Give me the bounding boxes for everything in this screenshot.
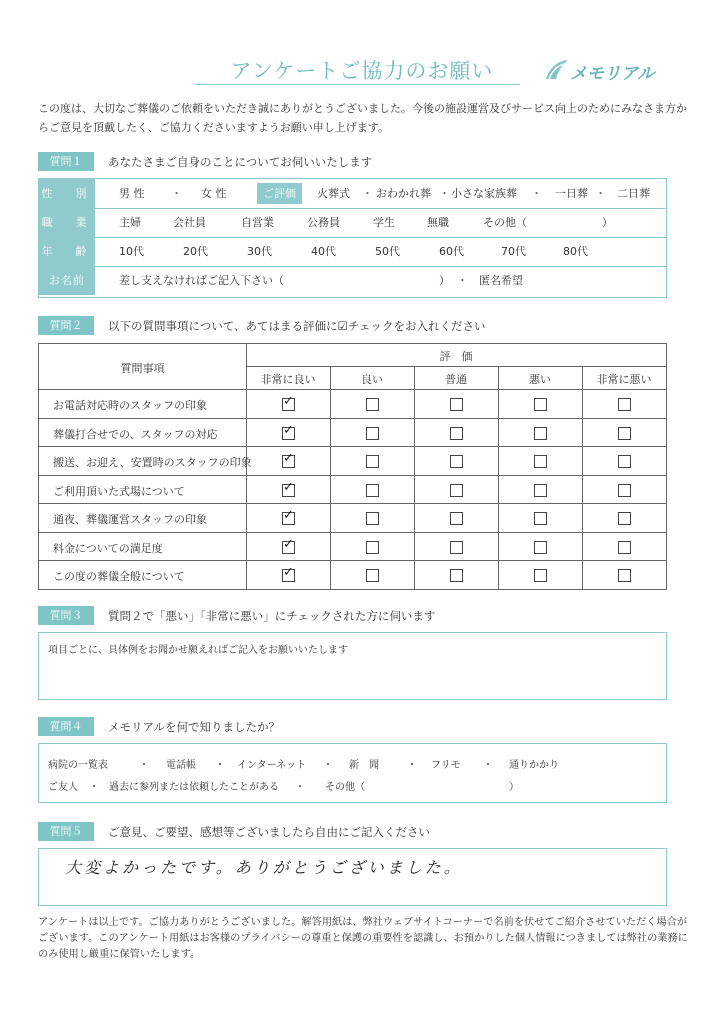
gender-label: 性 別: [39, 179, 95, 208]
rating-header: 普通: [445, 373, 467, 386]
rating-checkbox[interactable]: [366, 541, 379, 554]
grid-divider: [498, 366, 499, 589]
rating-checkbox[interactable]: [534, 512, 547, 525]
rating-checkbox[interactable]: [366, 569, 379, 582]
rating-checkbox[interactable]: [618, 398, 631, 411]
rating-checkbox[interactable]: [366, 484, 379, 497]
footer-note: アンケートは以上です。ご協力ありがとうございました。解答用紙は、弊社ウェブサイトコーナーで名前を伏せてご紹介させていただく場合がございます。このアンケート用紙はお客様のプライバシーの尊重と保護の重要性を認識し、お預かりした個人情報につきましては弊社の業務にのみ使用し厳重に保管いたします。: [38, 917, 688, 960]
q3-tab: 質問３: [38, 606, 94, 625]
rating-header: 悪い: [529, 373, 551, 386]
rating-checkbox[interactable]: [282, 422, 295, 440]
rating-checkbox[interactable]: [450, 427, 463, 440]
separator: ・: [295, 782, 305, 793]
rating-checkbox[interactable]: [618, 541, 631, 554]
check-mark-icon: ✓: [283, 394, 294, 409]
q5-tab: 質問５: [38, 822, 94, 841]
q3-question: 質問２で「悪い」「非常に悪い」にチェックされた方に伺います: [108, 609, 436, 623]
q2-question: 以下の質問事項について、あてはまる評価に☑チェックをお入れください: [108, 319, 486, 333]
rating-checkbox[interactable]: [282, 451, 295, 468]
grid-divider: [39, 418, 666, 419]
funeral-option[interactable]: 二日葬: [617, 187, 650, 200]
grid-divider: [39, 560, 666, 561]
job-option[interactable]: 主婦: [119, 216, 141, 229]
intro-text: この度は、大切なご葬儀のご依頼をいただき誠にありがとうございました。今後の施設運営及びサービス向上のためにみなさま方からご意見を頂戴したく、ご協力くださいますようお願い申し上げます。: [38, 102, 687, 134]
rating-header: 良い: [361, 373, 383, 386]
q5-answer-box[interactable]: [38, 848, 667, 906]
separator: ・: [139, 760, 149, 771]
q4-question: メモリアルを何で知りましたか？: [108, 720, 281, 734]
age-option[interactable]: 10代: [119, 245, 144, 258]
rating-checkbox[interactable]: [366, 512, 379, 525]
job-label: 職 業: [39, 208, 95, 237]
question-item-label: 通夜、葬儀運営スタッフの印象: [53, 513, 207, 527]
check-mark-icon: ✓: [283, 479, 294, 495]
funeral-option[interactable]: 火葬式: [317, 187, 350, 200]
rating-header: 非常に良い: [260, 373, 316, 386]
grid-divider: [582, 366, 583, 589]
separator: ・: [595, 187, 606, 200]
grid-divider: [39, 475, 666, 476]
separator: ・: [439, 187, 450, 200]
q1-table: [38, 178, 667, 298]
question-item-label: お電話対応時のスタッフの印象: [53, 399, 207, 412]
job-option[interactable]: 無職: [427, 216, 449, 229]
age-option[interactable]: 40代: [311, 245, 336, 258]
age-option[interactable]: 70代: [501, 245, 526, 258]
rating-checkbox[interactable]: [618, 455, 631, 468]
age-option[interactable]: 50代: [375, 245, 400, 258]
name-instruction: 差し支えなければご記入下さい（: [119, 274, 284, 287]
company-logo: [544, 57, 664, 83]
funeral-option[interactable]: 一日葬: [555, 187, 588, 200]
gender-option-male[interactable]: 男 性: [119, 187, 145, 200]
anonymous-option[interactable]: 匿名希望: [479, 274, 523, 287]
question-item-label: 料金についての満足度: [53, 541, 163, 555]
rating-checkbox[interactable]: [366, 398, 379, 411]
question-item-label: 葬儀打合せでの、スタッフの対応: [53, 427, 218, 441]
separator: ・: [362, 187, 373, 200]
logo-text: メモリアル: [570, 64, 655, 84]
job-row: [39, 208, 666, 238]
grid-divider: [414, 366, 415, 589]
rating-checkbox[interactable]: [450, 541, 463, 554]
leaf-logo-icon: [544, 57, 570, 83]
rating-checkbox[interactable]: [282, 508, 295, 525]
q1-tab: 質問１: [38, 152, 94, 171]
job-option[interactable]: 会社員: [173, 216, 206, 229]
rating-checkbox[interactable]: [534, 427, 547, 440]
separator: ・: [171, 187, 182, 200]
rating-header: 非常に悪い: [596, 373, 652, 386]
source-option[interactable]: インターネット: [237, 760, 307, 771]
rating-checkbox[interactable]: [450, 569, 463, 582]
separator: ・: [407, 760, 417, 771]
check-mark-icon: ✓: [283, 451, 294, 467]
job-option[interactable]: 自営業: [241, 216, 274, 229]
rating-checkbox[interactable]: [534, 541, 547, 554]
source-option-other[interactable]: その他（: [325, 782, 365, 793]
job-option-other[interactable]: その他（: [483, 216, 527, 229]
check-mark-icon: ✓: [283, 536, 294, 552]
separator: ・: [89, 782, 99, 793]
rating-checkbox[interactable]: [618, 569, 631, 582]
evaluation-table: [38, 343, 667, 590]
gender-option-female[interactable]: 女 性: [201, 187, 227, 200]
separator: ・: [457, 274, 468, 287]
check-mark-icon: ✓: [283, 508, 294, 524]
check-mark-icon: ✓: [283, 565, 294, 581]
question-item-label: ご利用頂いた式場について: [53, 484, 185, 498]
rating-checkbox[interactable]: [282, 479, 295, 497]
rating-checkbox[interactable]: [534, 398, 547, 411]
grid-divider: [330, 366, 331, 589]
rating-checkbox[interactable]: [450, 484, 463, 497]
question-item-label: 搬送、お迎え、安置時のスタッフの印象: [53, 456, 252, 470]
grid-divider: [39, 503, 666, 504]
q4-options-box: [38, 743, 667, 803]
source-option[interactable]: 病院の一覧表: [48, 760, 108, 771]
job-option[interactable]: 公務員: [307, 216, 340, 229]
q2-tab: 質問２: [38, 316, 94, 335]
q3-answer-box[interactable]: [38, 632, 667, 700]
q3-instruction: 項目ごとに、具体例をお聞かせ願えればご記入をお願いいたします: [48, 645, 348, 656]
rating-checkbox[interactable]: [618, 484, 631, 497]
rating-checkbox[interactable]: [282, 536, 295, 554]
column-header-eval: 評 価: [439, 350, 473, 363]
rating-checkbox[interactable]: [534, 455, 547, 468]
age-option[interactable]: 80代: [563, 245, 588, 258]
funeral-option[interactable]: 小さな家族葬: [451, 187, 517, 200]
rating-checkbox[interactable]: [450, 512, 463, 525]
separator: ・: [531, 187, 542, 200]
rating-checkbox[interactable]: [450, 398, 463, 411]
age-option[interactable]: 20代: [183, 245, 208, 258]
age-label: 年 齢: [39, 237, 95, 266]
gender-row: [39, 179, 666, 209]
rating-checkbox[interactable]: [282, 394, 295, 411]
funeral-option[interactable]: おわかれ葬: [376, 187, 431, 200]
source-option[interactable]: 通りかかり: [509, 760, 559, 771]
grid-divider: [39, 446, 666, 447]
age-option[interactable]: 60代: [439, 245, 464, 258]
q1-question: あなたさまご自身のことについてお伺いいたします: [108, 155, 373, 169]
name-close: ）: [439, 274, 450, 287]
name-label: お名前: [39, 266, 95, 295]
rating-checkbox[interactable]: [282, 565, 295, 582]
column-header-item: 質問事項: [120, 362, 165, 375]
rating-checkbox[interactable]: [618, 427, 631, 440]
rating-checkbox[interactable]: [450, 455, 463, 468]
rating-checkbox[interactable]: [618, 512, 631, 525]
age-option[interactable]: 30代: [247, 245, 272, 258]
name-row: [39, 266, 666, 295]
rating-checkbox[interactable]: [534, 484, 547, 497]
question-item-label: この度の葬儀全般について: [53, 570, 185, 584]
source-option-close: ）: [509, 782, 519, 793]
job-option[interactable]: 学生: [373, 216, 395, 229]
q4-tab: 質問４: [38, 717, 94, 736]
handwritten-answer: 大変よかったです。ありがとうございました。: [65, 858, 463, 877]
grid-divider: [246, 366, 666, 367]
separator: ・: [483, 760, 493, 771]
rating-checkbox[interactable]: [366, 427, 379, 440]
q5-question: ご意見、ご要望、感想等ございましたら自由にご記入ください: [108, 825, 430, 839]
source-option[interactable]: 新 聞: [349, 760, 379, 771]
title-underline: [196, 84, 520, 85]
page-title: アンケートご協力のお願い: [230, 59, 494, 83]
grid-divider: [39, 532, 666, 533]
source-option[interactable]: 過去に参列または依頼したことがある: [109, 782, 279, 793]
separator: ・: [215, 760, 225, 771]
separator: ・: [323, 760, 333, 771]
rating-sublabel: ご評価: [257, 183, 302, 204]
source-option[interactable]: フリモ: [431, 760, 461, 771]
source-option[interactable]: 電話帳: [166, 760, 196, 771]
job-option-close: ）: [602, 216, 613, 229]
rating-checkbox[interactable]: [366, 455, 379, 468]
source-option[interactable]: ご友人: [48, 782, 78, 793]
rating-checkbox[interactable]: [534, 569, 547, 582]
age-row: [39, 237, 666, 267]
check-mark-icon: ✓: [283, 422, 294, 438]
grid-divider: [39, 389, 666, 390]
